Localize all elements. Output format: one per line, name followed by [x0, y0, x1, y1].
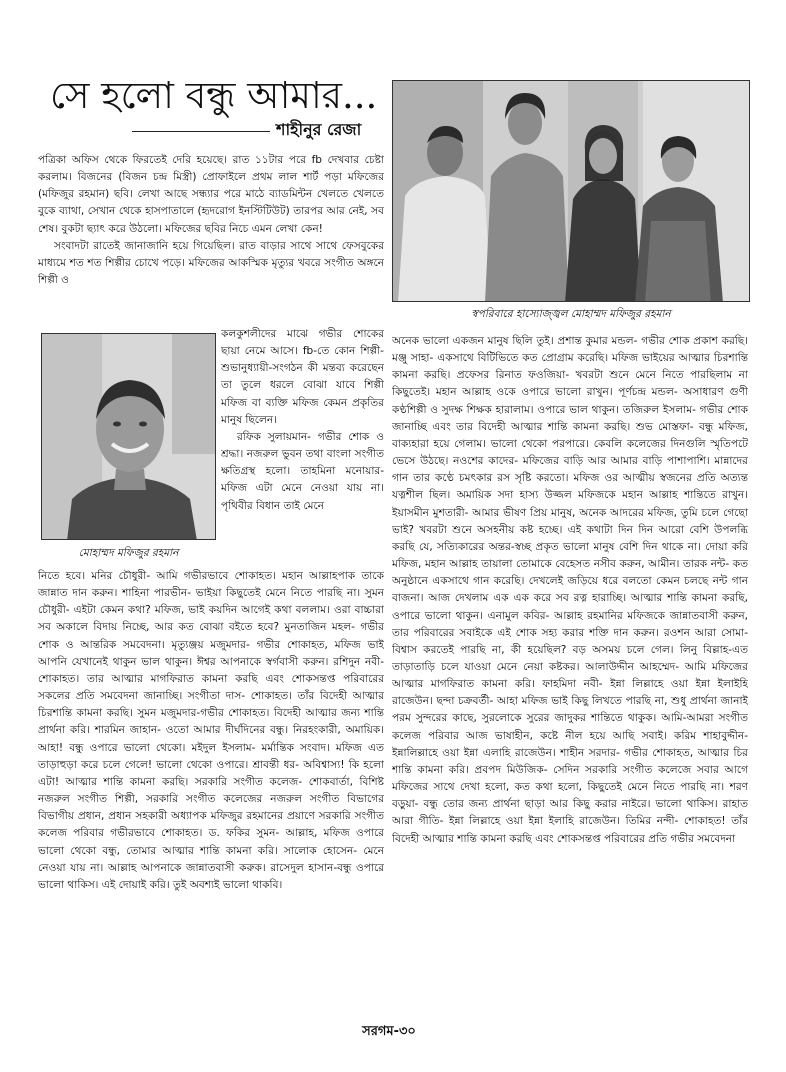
family-photo-caption: স্বপরিবারে হাস্যোজ্জ্বল মোহাম্মদ মফিজুর রহমান: [471, 308, 671, 320]
family-photo: [392, 80, 750, 302]
left-column-text: [38, 568, 384, 988]
byline-rule: [132, 131, 270, 132]
intro-paragraph-2: সংবাদটা রাতেই জানাজানি হয়ে গিয়েছিল। রাত বাড়ার সাথে সাথে ফেসবুকের মাধ্যমে শত শত শিল্পীর চোখে পড়ে। মফিজের আকস্মিক মৃত্যুর খবরে সংগীত অঙ্গনে শিল্পী ও: [38, 239, 384, 287]
page-number-footer: সরগম-৩০: [362, 1024, 416, 1039]
intro-paragraph-1: পত্রিকা অফিস থেকে ফিরতেই দেরি হয়েছে। রাত ১১টার পরে fb দেখবার চেষ্টা করলাম। বিজনের (বিজন চন্দ্র মিস্ত্রী) প্রোফাইলে প্রথম লাল শার্ট পড়া মফিজের (মফিজুর রহমান) ছবি। লেখা আছে সন্ধ্যার পরে মাঠে ব্যাডমিন্টন খেলতে খেলতে বুকে ব্যাথা, সেখান থেকে হাসপাতালে (হৃদরোগ ইনস্টিটিউট) তারপর আর নেই, সব শেষ। বুকটা ছ্যাৎ করে উঠলো। মফিজের ছবির নিচে এমন লেখা কেন!: [38, 154, 384, 235]
right-column-text: [392, 333, 748, 1001]
intro-paragraphs: [38, 152, 384, 325]
article-title: সে হলো বন্ধু আমার...: [50, 74, 378, 117]
right-column-paragraph: অনেক ভালো একজন মানুষ ছিলি তুই। প্রশান্ত কুমার মন্ডল- গভীর শোক প্রকাশ করছি। মঞ্জু সাহা- একসাথে বিটিভিতে কত প্রোগ্রাম করেছি। মফিজ ভাইয়ের আত্মার চিরশান্তি কামনা করছি। প্রফেসর রিনাত ফওজিয়া- খবরটা শুনে মেনে নিতে পারছিলাম না কিছুতেই। মহান আল্লাহ ওকে ওপারে ভালো রাখুন। পূর্ণচন্দ্র মন্ডল- অসাধারণ গুণী কণ্ঠশিল্পী ও সুদক্ষ শিক্ষক হারালাম। ওপারে ভাল থাকুন। তজিরুল ইসলাম- গভীর শোক জানাচ্ছি এবং তার বিদেহী আত্মার শান্তি কামনা করছি। শুভ মোস্তফা- বন্ধু মফিজ, বাক্যহারা হয়ে গেলাম। ভালো থেকো পরপারে। কেবলি কলেজের দিনগুলি স্মৃতিপটে ভেসে উঠছে। নওশের কাদের- মফিজের বাড়ি আর আমার বাড়ি পাশাপাশি। মান্নাদের গান তার কণ্ঠে চমৎকার রস সৃষ্টি করতো। মফিজ ওর আত্মীয় স্বজনের প্রতি অত্যন্ত যত্নশীল ছিল। অমায়িক সদা হাস্য উজ্জল মফিজকে মহান আল্লাহ শান্তিতে রাখুন। ইয়াসমীন মুশতারী- আমার ভীষণ প্রিয় মানুষ, অনেক আদরের মফিজ, তুমি চলে গেছো ভাই? খবরটা শুনে অসহনীয় কষ্ট হচ্ছে। এই কথাটা দিন দিন আরো বেশি উপলব্ধি করছি যে, সত্যিকারের অন্তর-স্বচ্ছ প্রকৃত ভালো মানুষ বেশি দিন থাকে না। দোয়া করি মফিজ, মহান আল্লাহ তায়ালা তোমাকে বেহেসত নসীব করুন, আমীন। তারক নন্ট- কত অনুষ্ঠানে একসাথে গান করেছি। দেখলেই জড়িয়ে ধরে বলতো কেমন চলছে নন্ট গান বাজনা। আজ দেখলাম এক এক করে সব রত্ন হারাচ্ছি। আত্মার শান্তি কামনা করছি, ওপারে ভালো থাকুন। এনামুল কবির- আল্লাহ রহমানির মফিজকে জান্নাতবাসী করুন, তার পরিবারের সবাইকে এই শোক সহ্য করার শক্তি দান করুন। রওশন আরা সোমা- বিশ্বাস করতেই পারছি না, কী হয়েছিল? বড় অসময় চলে গেল। লিনু বিল্লাহ-এত তাড়াতাড়ি চলে যাওয়া মেনে নেয়া কষ্টকর। আলাউদ্দীন আহম্মেদ- আমি মফিজের আত্মার মাগফিরাত কামনা করি। ফাহমিদা নবী- ইন্না লিল্লাহে ওয়া ইন্না ইলাইহি রাজেউন। ছন্দা চক্রবর্তী- আহা মফিজ ভাই কিছু লিখতে পারছি না, শুধু প্রার্থনা জানাই পরম সুন্দরের কাছে, সুরলোকে সুরের জাদুকর শান্তিতে থাকুক। আমি-আমরা সংগীত কলেজ পরিবার আজ ভাষাহীন, কষ্টে নীল হয়ে আছি সবাই। করিম শাহাবুদ্দীন- ইন্নালিল্লাহে ওয়া ইন্না এলাহি রাজেউন। শাহীন সরদার- গভীর শোকাহত, আত্মার চির শান্তি কামনা করি। প্রবপদ মিউজিক- সেদিন সরকারি সংগীত কলেজে সবার আগে মফিজের সাথে দেখা হলো, কত কথা হলো, কিছুতেই মেনে নিতে পারছি না। শরণ বড়ুয়া- বন্ধু তোর জন্য প্রার্থনা ছাড়া আর কিছু করার নাইরে। ভালো থাকিস। রাহাত আরা গীতি- ইন্না লিল্লাহে ওয়া ইন্না ইলাহি রাজেউন। তিমির নন্দী- শোকাহত! তাঁর বিদেহী আত্মার শান্তি কামনা করছি এবং শোকসন্তপ্ত পরিবারের প্রতি গভীর সমবেদনা: [392, 335, 748, 845]
portrait-photo: [41, 333, 216, 540]
wrap-paragraph-2: রফিক সুলায়মান- গভীর শোক ও শ্রদ্ধা। নজরুল ভুবন তথা বাংলা সংগীত ক্ষতিগ্রস্থ হলো। তাহমিনা মনোয়ার- মফিজ এটা মেনে নেওয়া যায় না। পৃথিবীর বিধান তাই মেনে: [221, 430, 384, 512]
author-byline: শাহীনুর রেজা: [276, 120, 362, 139]
wrap-paragraph-1: কলকুশলীদের মাঝে গভীর শোকের ছায়া নেমে আসে। fb-তে কোন শিল্পী-শুভানুধ্যায়ী-সংগঠন কী মন্তব্য করেছেন তা তুলে ধরলে বোঝা যাবে শিল্পী মফিজ বা ব্যক্তি মফিজ কেমন প্রকৃতির মানুষ ছিলেন।: [221, 328, 384, 426]
left-column-paragraph: নিতে হবে। মনির চৌধুরী- আমি গভীরভাবে শোকাহত। মহান আল্লাহপাক তাকে জান্নাত দান করুন। শাহিনা পারভীন- ভাইয়া কিছুতেই মেনে নিতে পারছি না। সুমন চৌধুরী- এইটা কেমন কথা? মফিজ, ভাই কয়দিন আগেই কথা বললাম। ওরা বাচ্চারা সব অকালে বিদায় নিচ্ছে, আর কত বোঝা বইতে হবে? মুনতাজিন মহল- গভীর শোক ও আন্তরিক সমবেদনা। মৃত্যুঞ্জয় মজুমদার- গভীর শোকাহত, মফিজ ভাই আপনি যেখানেই থাকুন ভাল থাকুন। ঈশ্বর আপনাকে স্বর্গবাসী করুন। রশিদুন নবী- শোকাহত। তার আত্মার মাগফিরাত কামনা করছি এবং শোকসন্তপ্ত পরিবারের সকলের প্রতি সমবেদনা জানাচ্ছি। সংগীতা দাস- শোকাহত। তাঁর বিদেহী আত্মার চিরশান্তি কামনা করছি। সুমন মজুমদার-গভীর শোকাহত। বিদেহী আত্মার জন্য শান্তি প্রার্থনা করি। শারমিন জাহান- ওতো আমার দীর্ঘদিনের বন্ধু। নিরহংকারী, অমায়িক। আহা! বন্ধু ওপারে ভালো থেকো। মইদুল ইসলাম- মর্মান্তিক সংবাদ। মফিজ এত তাড়াহুড়া করে চলে গেলে! ভালো থেকো ওপারে। শ্রাবন্তী ধর- অবিশ্বাস্য! কি হলো এটা! আত্মার শান্তি কামনা করছি। সরকারি সংগীত কলেজ- শোকবার্তা, বিশিষ্ট নজরুল সংগীত শিল্পী, সরকারি সংগীত কলেজের নজরুল সংগীত বিভাগের বিভাগীয় প্রধান, প্রধান সহকারী অধ্যাপক মফিজুর রহমানের প্রয়াণে সরকারি সংগীত কলেজ পরিবার গভীরভাবে শোকাহত। ড. ফকির সুমন- আল্লাহ, মফিজ ওপারে ভালো থেকো বন্ধু, তোমার আত্মার শান্তি কামনা করি। সালোক হোসেন- মেনে নেওয়া যায় না। আল্লাহ আপনাকে জান্নাতবাসী করুক। রাসেদুল হাসান-বন্ধু ওপারে ভালো থাকিস। এই দোয়াই করি। তুই অবশ্যই ভালো থাকবি।: [38, 570, 384, 891]
wrapped-paragraphs: [221, 326, 384, 568]
portrait-caption: মোহাম্মদ মফিজুর রহমান: [78, 547, 179, 559]
